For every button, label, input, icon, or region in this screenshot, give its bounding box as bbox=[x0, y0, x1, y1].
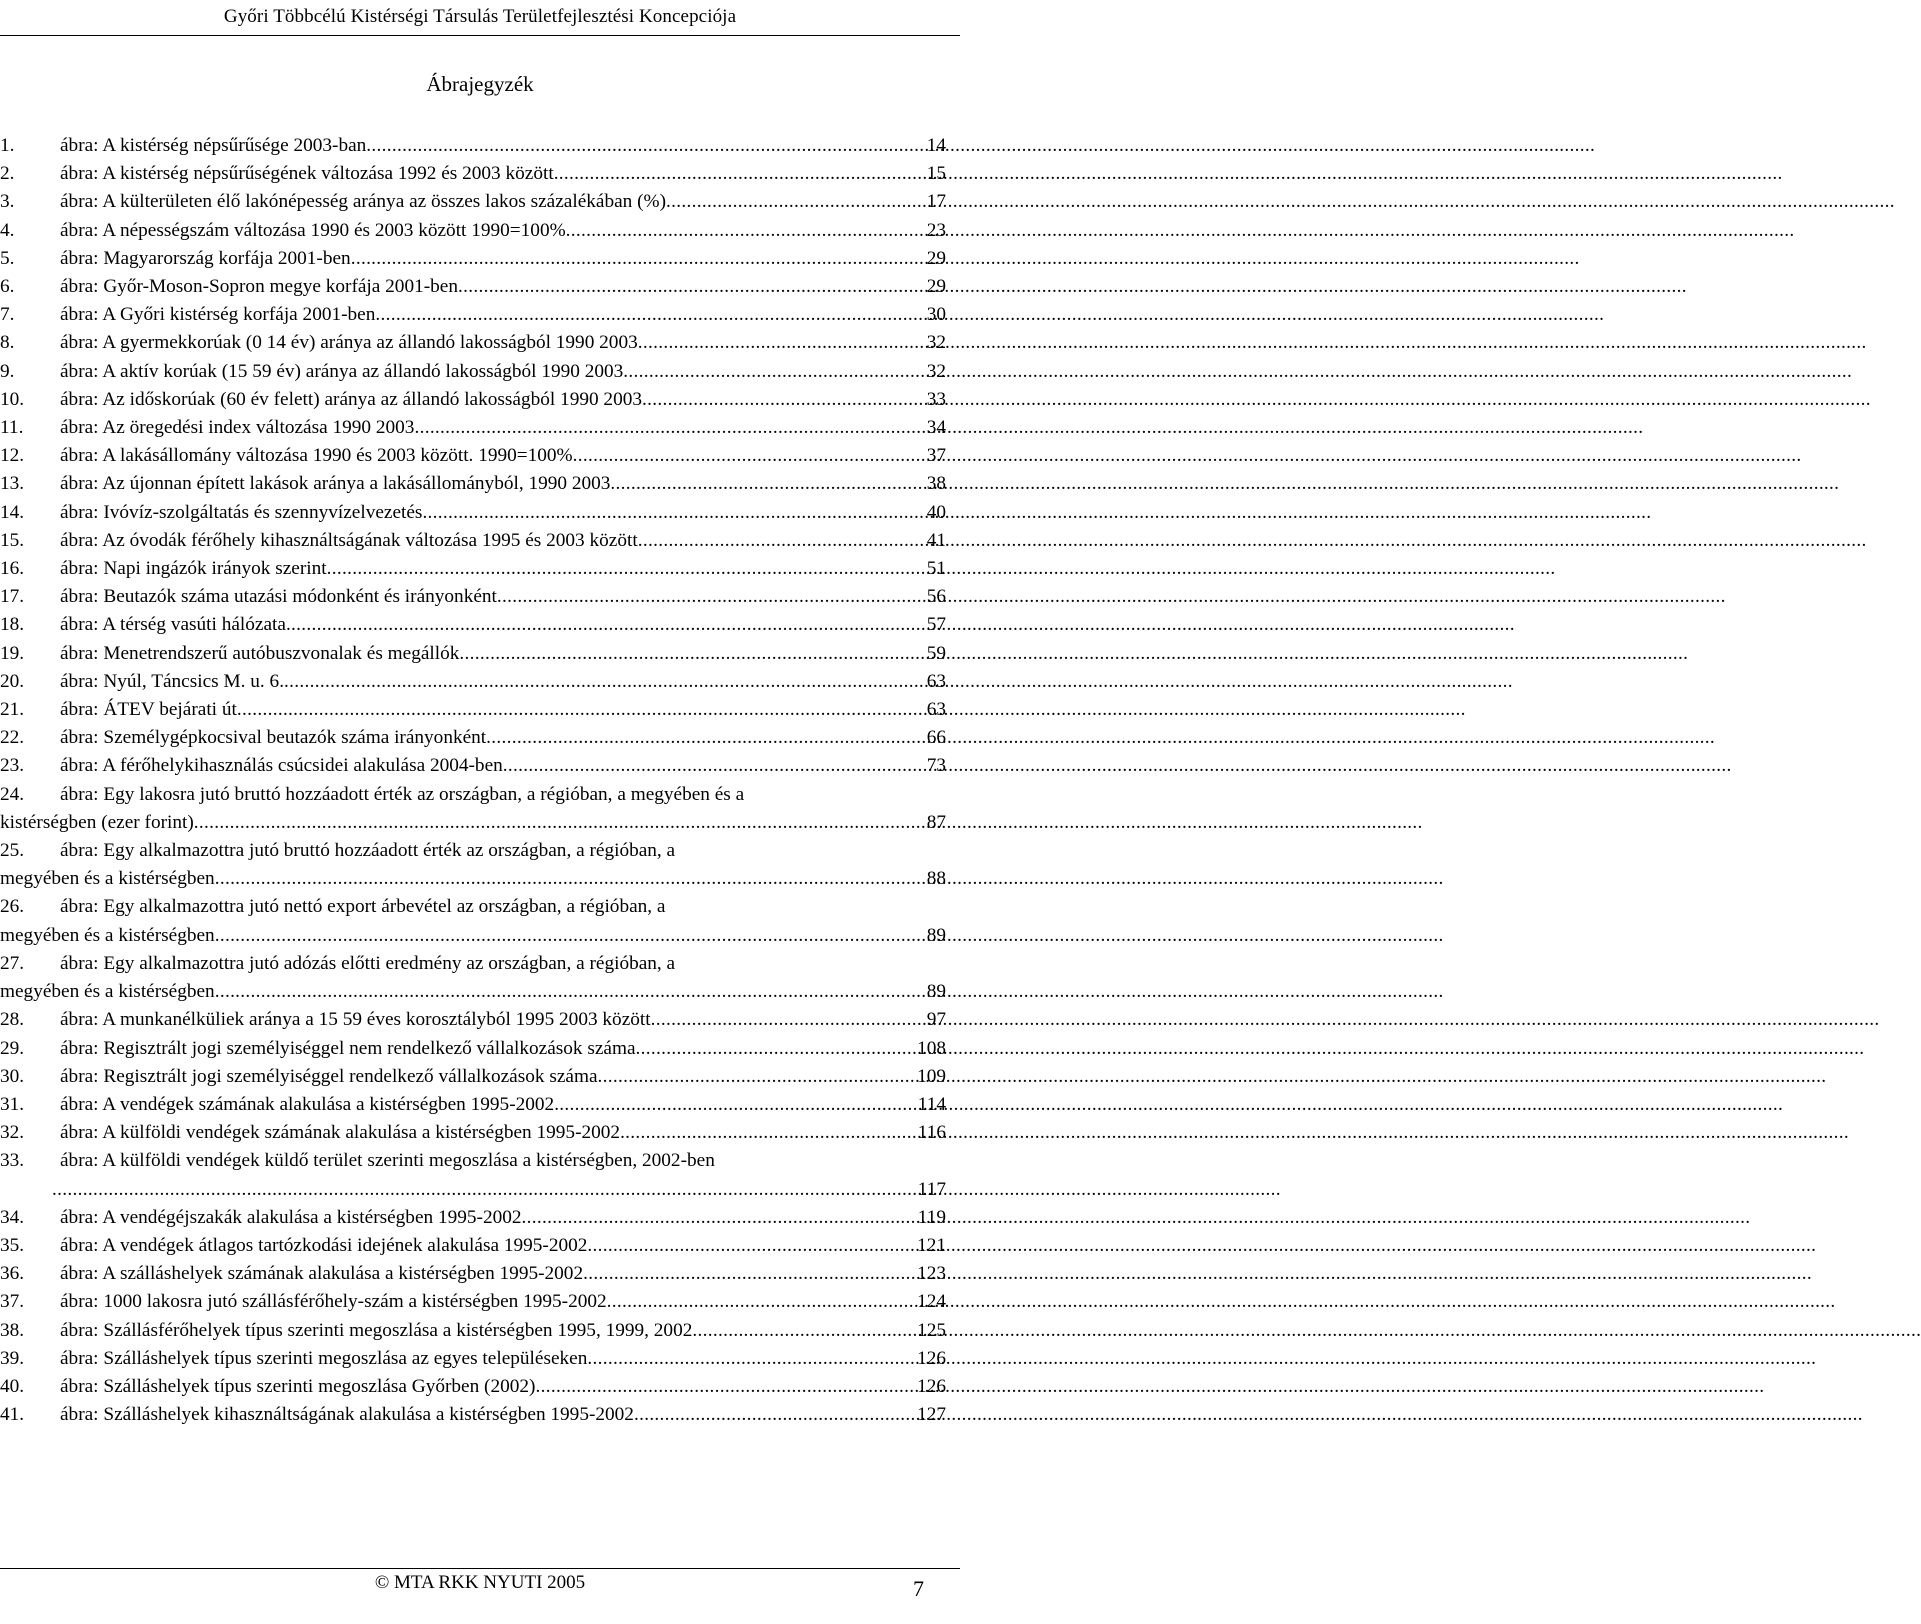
figure-number: 33. bbox=[0, 1150, 25, 1172]
figure-page-number: 87 bbox=[926, 811, 946, 833]
figure-number: 7. bbox=[0, 304, 15, 326]
figure-caption: ábra: A kistérség népsűrűségének változása 1992 és 2003 között bbox=[60, 163, 554, 185]
figure-page-number: 32 bbox=[926, 332, 946, 354]
figure-entry[interactable] bbox=[0, 1147, 946, 1203]
figure-caption-continued: kistérségben (ezer forint) bbox=[0, 811, 194, 833]
figure-entry[interactable] bbox=[0, 188, 946, 216]
figure-caption: ábra: Győr-Moson-Sopron megye korfája 2001-ben bbox=[60, 276, 458, 298]
figure-caption: ábra: ÁTEV bejárati út bbox=[60, 699, 237, 721]
figure-caption: ábra: A vendégek számának alakulása a kistérségben 1995-2002 bbox=[60, 1093, 555, 1115]
figure-number: 6. bbox=[0, 276, 15, 298]
dot-leader bbox=[620, 1119, 916, 1147]
dot-leader bbox=[422, 499, 924, 527]
figure-number: 10. bbox=[0, 388, 25, 410]
dot-leader bbox=[554, 160, 925, 188]
figure-caption: ábra: A gyermekkorúak (0 14 év) aránya az állandó lakosságból 1990 2003 bbox=[60, 332, 638, 354]
dot-leader bbox=[459, 640, 924, 668]
figure-page-number: 66 bbox=[926, 727, 946, 749]
dot-leader bbox=[598, 1063, 916, 1091]
figure-page-number: 40 bbox=[926, 501, 946, 523]
figure-number: 40. bbox=[0, 1375, 25, 1397]
figure-page-number: 116 bbox=[917, 1122, 946, 1144]
dot-leader bbox=[554, 1091, 916, 1119]
figure-caption: ábra: Egy alkalmazottra jutó nettó export árbevétel az országban, a régióban, a bbox=[60, 896, 666, 918]
figure-page-number: 34 bbox=[926, 417, 946, 439]
figure-caption: ábra: A népességszám változása 1990 és 2003 között 1990=100% bbox=[60, 219, 566, 241]
figure-entry[interactable] bbox=[0, 555, 946, 583]
dot-leader bbox=[638, 329, 925, 357]
dot-leader bbox=[215, 922, 925, 950]
figure-caption: ábra: Napi ingázók irányok szerint bbox=[60, 558, 327, 580]
figure-caption: ábra: 1000 lakosra jutó szállásférőhely-szám a kistérségben 1995-2002 bbox=[60, 1291, 607, 1313]
dot-leader bbox=[375, 301, 924, 329]
figure-entry[interactable] bbox=[0, 442, 946, 470]
dot-leader bbox=[458, 273, 925, 301]
figure-caption: ábra: A térség vasúti hálózata bbox=[60, 614, 286, 636]
figure-page-number: 121 bbox=[917, 1234, 946, 1256]
page-title: Ábrajegyzék bbox=[426, 72, 534, 96]
running-header: Győri Többcélú Kistérségi Társulás Területfejlesztési Koncepciója bbox=[223, 6, 737, 27]
figure-caption-continued: megyében és a kistérségben bbox=[0, 868, 215, 890]
figure-entry[interactable] bbox=[0, 1006, 946, 1034]
figure-entry[interactable] bbox=[0, 1401, 946, 1429]
figure-page-number: 57 bbox=[926, 614, 946, 636]
figure-entry[interactable] bbox=[0, 217, 946, 245]
figure-page-number: 51 bbox=[926, 558, 946, 580]
figure-caption: ábra: A férőhelykihasználás csúcsidei alakulása 2004-ben bbox=[60, 755, 503, 777]
dot-leader bbox=[215, 978, 925, 1006]
figure-number: 25. bbox=[0, 840, 25, 862]
dot-leader bbox=[634, 1401, 915, 1429]
dot-leader bbox=[692, 1317, 915, 1345]
dot-leader bbox=[607, 1288, 915, 1316]
figure-number: 31. bbox=[0, 1093, 25, 1115]
figure-page-number: 125 bbox=[917, 1319, 946, 1341]
figure-page-number: 30 bbox=[926, 304, 946, 326]
figure-page-number: 89 bbox=[926, 981, 946, 1003]
dot-leader bbox=[587, 1345, 915, 1373]
figure-caption: ábra: Nyúl, Táncsics M. u. 6. bbox=[60, 670, 285, 692]
figure-page-number: 41 bbox=[926, 529, 946, 551]
figure-caption: ábra: A szálláshelyek számának alakulása a kistérségben 1995-2002 bbox=[60, 1263, 584, 1285]
figure-page-number: 17 bbox=[926, 191, 946, 213]
figure-caption: ábra: A külterületen élő lakónépesség aránya az összes lakos százalékában (%) bbox=[60, 191, 667, 213]
dot-leader bbox=[215, 865, 925, 893]
figure-caption: ábra: Személygépkocsival beutazók száma irányonként bbox=[60, 727, 487, 749]
dot-leader bbox=[503, 752, 925, 780]
figure-entry[interactable] bbox=[0, 781, 946, 837]
figure-number: 24. bbox=[0, 783, 25, 805]
figure-page-number: 119 bbox=[917, 1206, 946, 1228]
figure-number: 38. bbox=[0, 1319, 25, 1341]
dot-leader bbox=[351, 245, 925, 273]
figure-caption: ábra: Egy alkalmazottra jutó adózás előtti eredmény az országban, a régióban, a bbox=[60, 952, 676, 974]
figure-caption: ábra: Szállásférőhelyek típus szerinti megoszlása a kistérségben 1995, 1999, 2002 bbox=[60, 1319, 693, 1341]
figure-entry[interactable] bbox=[0, 1288, 946, 1316]
figure-number: 5. bbox=[0, 247, 15, 269]
figure-page-number: 124 bbox=[917, 1291, 946, 1313]
figure-number: 37. bbox=[0, 1291, 25, 1313]
dot-leader bbox=[366, 132, 924, 160]
figure-page-number: 127 bbox=[917, 1404, 946, 1426]
figure-number: 9. bbox=[0, 360, 15, 382]
figure-entry[interactable] bbox=[0, 611, 946, 639]
figure-number: 14. bbox=[0, 501, 25, 523]
figure-caption: ábra: A kistérség népsűrűsége 2003-ban bbox=[60, 135, 367, 156]
dot-leader bbox=[642, 386, 925, 414]
figure-caption: ábra: A lakásállomány változása 1990 és 2003 között. 1990=100% bbox=[60, 445, 573, 467]
figure-entry[interactable] bbox=[0, 160, 946, 188]
figure-caption: ábra: Egy alkalmazottra jutó bruttó hozzáadott érték az országban, a régióban, a bbox=[60, 840, 676, 862]
figure-entry[interactable] bbox=[0, 499, 946, 527]
figure-page-number: 114 bbox=[917, 1093, 946, 1115]
figure-number: 29. bbox=[0, 1037, 25, 1059]
figure-number: 12. bbox=[0, 445, 25, 467]
dot-leader bbox=[497, 583, 925, 611]
figure-page-number: 56 bbox=[926, 586, 946, 608]
figure-number: 15. bbox=[0, 529, 25, 551]
footer-rule bbox=[0, 1568, 960, 1569]
figure-number: 30. bbox=[0, 1065, 25, 1087]
figure-list bbox=[0, 132, 946, 1429]
figure-number: 1. bbox=[0, 135, 15, 156]
figure-page-number: 123 bbox=[917, 1263, 946, 1285]
dot-leader bbox=[284, 668, 925, 696]
dot-leader bbox=[638, 527, 925, 555]
figure-page-number: 15 bbox=[926, 163, 946, 185]
dot-leader bbox=[414, 414, 924, 442]
figure-entry[interactable] bbox=[0, 527, 946, 555]
figure-caption: ábra: A vendégéjszakák alakulása a kistérségben 1995-2002 bbox=[60, 1206, 522, 1228]
dot-leader bbox=[286, 611, 925, 639]
figure-number: 13. bbox=[0, 473, 25, 495]
figure-number: 4. bbox=[0, 219, 15, 241]
figure-caption: ábra: A Győri kistérség korfája 2001-ben bbox=[60, 304, 376, 326]
figure-number: 19. bbox=[0, 642, 25, 664]
figure-page-number: 126 bbox=[917, 1347, 946, 1369]
figure-caption: ábra: Beutazók száma utazási módonként és irányonként bbox=[60, 586, 497, 608]
figure-entry[interactable] bbox=[0, 386, 946, 414]
dot-leader bbox=[52, 1176, 916, 1204]
figure-number: 28. bbox=[0, 1009, 25, 1031]
figure-page-number: 23 bbox=[926, 219, 946, 241]
figure-entry[interactable] bbox=[0, 668, 946, 696]
dot-leader bbox=[327, 555, 925, 583]
figure-entry[interactable] bbox=[0, 893, 946, 949]
figure-number: 39. bbox=[0, 1347, 25, 1369]
figure-number: 11. bbox=[0, 417, 24, 439]
footer-copyright: © MTA RKK NYUTI 2005 bbox=[374, 1572, 586, 1593]
figure-caption: ábra: Regisztrált jogi személyiséggel nem rendelkező vállalkozások száma bbox=[60, 1037, 636, 1059]
figure-entry[interactable] bbox=[0, 132, 946, 160]
figure-caption-continued: megyében és a kistérségben bbox=[0, 981, 215, 1003]
figure-entry[interactable] bbox=[0, 1373, 946, 1401]
figure-number: 21. bbox=[0, 699, 25, 721]
figure-caption: ábra: Regisztrált jogi személyiséggel rendelkező vállalkozások száma bbox=[60, 1065, 598, 1087]
figure-entry[interactable] bbox=[0, 696, 946, 724]
figure-entry[interactable] bbox=[0, 358, 946, 386]
dot-leader bbox=[610, 470, 924, 498]
dot-leader bbox=[623, 358, 924, 386]
figure-caption: ábra: Menetrendszerű autóbuszvonalak és megállók bbox=[60, 642, 460, 664]
figure-number: 26. bbox=[0, 896, 25, 918]
figure-number: 23. bbox=[0, 755, 25, 777]
figure-number: 36. bbox=[0, 1263, 25, 1285]
figure-entry[interactable] bbox=[0, 752, 946, 780]
figure-caption: ábra: Szálláshelyek típus szerinti megoszlása az egyes településeken bbox=[60, 1347, 588, 1369]
figure-page-number: 37 bbox=[926, 445, 946, 467]
figure-page-number: 33 bbox=[926, 388, 946, 410]
figure-page-number: 63 bbox=[926, 670, 946, 692]
figure-caption: ábra: Szálláshelyek kihasználtságának alakulása a kistérségben 1995-2002 bbox=[60, 1404, 634, 1426]
figure-page-number: 109 bbox=[917, 1065, 946, 1087]
figure-entry[interactable] bbox=[0, 1345, 946, 1373]
figure-entry[interactable] bbox=[0, 1232, 946, 1260]
figure-number: 41. bbox=[0, 1404, 25, 1426]
dot-leader bbox=[237, 696, 925, 724]
dot-leader bbox=[573, 442, 925, 470]
figure-page-number: 108 bbox=[917, 1037, 946, 1059]
figure-number: 17. bbox=[0, 586, 25, 608]
figure-number: 20. bbox=[0, 670, 25, 692]
figure-number: 22. bbox=[0, 727, 25, 749]
figure-entry[interactable] bbox=[0, 1091, 946, 1119]
figure-entry[interactable] bbox=[0, 724, 946, 752]
dot-leader bbox=[651, 1006, 925, 1034]
dot-leader bbox=[194, 809, 925, 837]
figure-caption: ábra: Magyarország korfája 2001-ben bbox=[60, 247, 351, 269]
figure-page-number: 63 bbox=[926, 699, 946, 721]
figure-page-number: 88 bbox=[926, 868, 946, 890]
figure-number: 27. bbox=[0, 952, 25, 974]
dot-leader bbox=[566, 217, 925, 245]
figure-entry[interactable] bbox=[0, 301, 946, 329]
figure-caption: ábra: A aktív korúak (15 59 év) aránya az állandó lakosságból 1990 2003 bbox=[60, 360, 624, 382]
figure-caption: ábra: Az óvodák férőhely kihasználtságának változása 1995 és 2003 között bbox=[60, 529, 638, 551]
figure-caption: ábra: Szálláshelyek típus szerinti megoszlása Győrben (2002) bbox=[60, 1375, 536, 1397]
dot-leader bbox=[666, 188, 925, 216]
figure-page-number: 38 bbox=[926, 473, 946, 495]
figure-caption: ábra: Az öregedési index változása 1990 2003 bbox=[60, 417, 415, 439]
figure-page-number: 97 bbox=[926, 1009, 946, 1031]
figure-entry[interactable] bbox=[0, 414, 946, 442]
figure-entry[interactable] bbox=[0, 583, 946, 611]
figure-number: 8. bbox=[0, 332, 15, 354]
figure-page-number: 14 bbox=[926, 135, 946, 156]
figure-caption: ábra: Az újonnan épített lakások aránya a lakásállományból, 1990 2003 bbox=[60, 473, 611, 495]
figure-number: 2. bbox=[0, 163, 15, 185]
dot-leader bbox=[486, 724, 925, 752]
figure-entry[interactable] bbox=[0, 329, 946, 357]
figure-entry[interactable] bbox=[0, 470, 946, 498]
figure-caption: ábra: Ivóvíz-szolgáltatás és szennyvízelvezetés bbox=[60, 501, 423, 523]
figure-entry[interactable] bbox=[0, 837, 946, 893]
header-rule bbox=[0, 35, 960, 36]
figure-page-number: 29 bbox=[926, 247, 946, 269]
figure-page-number: 73 bbox=[926, 755, 946, 777]
figure-page-number: 59 bbox=[926, 642, 946, 664]
figure-entry[interactable] bbox=[0, 1035, 946, 1063]
figure-number: 3. bbox=[0, 191, 15, 213]
figure-entry[interactable] bbox=[0, 1119, 946, 1147]
figure-page-number: 89 bbox=[926, 924, 946, 946]
figure-caption: ábra: Egy lakosra jutó bruttó hozzáadott érték az országban, a régióban, a megyében és a bbox=[60, 783, 745, 805]
dot-leader bbox=[636, 1035, 916, 1063]
dot-leader bbox=[583, 1260, 915, 1288]
figure-number: 34. bbox=[0, 1206, 25, 1228]
figure-entry[interactable] bbox=[0, 950, 946, 1006]
dot-leader bbox=[522, 1204, 916, 1232]
figure-entry[interactable] bbox=[0, 1204, 946, 1232]
figure-caption: ábra: Az időskorúak (60 év felett) aránya az állandó lakosságból 1990 2003 bbox=[60, 388, 642, 410]
figure-page-number: 117 bbox=[917, 1178, 946, 1200]
figure-page-number: 32 bbox=[926, 360, 946, 382]
figure-entry[interactable] bbox=[0, 1260, 946, 1288]
figure-caption: ábra: A külföldi vendégek küldő terület szerinti megoszlása a kistérségben, 2002-ben bbox=[60, 1150, 715, 1172]
figure-caption-continued: megyében és a kistérségben bbox=[0, 924, 215, 946]
figure-caption: ábra: A külföldi vendégek számának alakulása a kistérségben 1995-2002 bbox=[60, 1122, 621, 1144]
figure-page-number: 126 bbox=[917, 1375, 946, 1397]
dot-leader bbox=[535, 1373, 915, 1401]
figure-caption: ábra: A vendégek átlagos tartózkodási idejének alakulása 1995-2002 bbox=[60, 1234, 588, 1256]
figure-entry[interactable] bbox=[0, 245, 946, 273]
figure-caption: ábra: A munkanélküliek aránya a 15 59 éves korosztályból 1995 2003 között bbox=[60, 1009, 651, 1031]
dot-leader bbox=[587, 1232, 915, 1260]
figure-number: 35. bbox=[0, 1234, 25, 1256]
figure-entry[interactable] bbox=[0, 1317, 946, 1345]
page-number: 7 bbox=[913, 1576, 924, 1601]
figure-number: 18. bbox=[0, 614, 25, 636]
figure-number: 32. bbox=[0, 1122, 25, 1144]
figure-page-number: 29 bbox=[926, 276, 946, 298]
figure-entry[interactable] bbox=[0, 273, 946, 301]
figure-entry[interactable] bbox=[0, 640, 946, 668]
figure-entry[interactable] bbox=[0, 1063, 946, 1091]
figure-number: 16. bbox=[0, 558, 25, 580]
